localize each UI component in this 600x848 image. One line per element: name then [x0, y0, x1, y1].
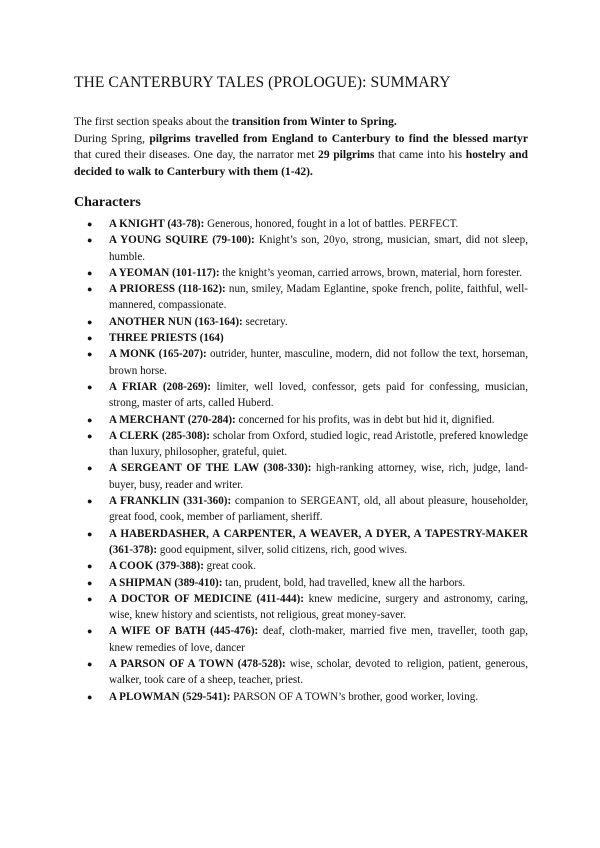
bullet-icon: ●: [87, 219, 93, 229]
character-item: [74, 265, 528, 281]
intro-bold-text: transition from Winter to Spring.: [231, 115, 397, 128]
character-name: A MONK (165-207):: [109, 348, 207, 361]
character-item: [74, 656, 528, 689]
characters-heading: Characters: [74, 195, 141, 210]
character-item: [74, 591, 528, 624]
character-name: A FRANKLIN (331-360):: [109, 495, 232, 508]
bullet-icon: ●: [87, 659, 93, 670]
character-description: high-ranking attorney, wise, rich, judge, land-buyer, busy, reader and writer.: [109, 462, 528, 491]
intro-bold-text: 29 pilgrims: [318, 148, 375, 161]
intro-bold-text: pilgrims travelled from England to Canterbury to find the blessed martyr: [149, 131, 528, 145]
character-name: A KNIGHT (43-78):: [109, 218, 205, 230]
character-name: A DOCTOR OF MEDICINE (411-444):: [109, 592, 304, 605]
intro-paragraph: [74, 114, 528, 180]
character-item: [74, 493, 528, 526]
character-description: knew medicine, surgery and astronomy, caring, wise, knew history and scientists, not religious, great money-saver.: [109, 592, 528, 622]
character-item: [74, 428, 528, 461]
character-item: [74, 575, 528, 591]
character-description: secretary.: [242, 315, 288, 328]
character-name: A HABERDASHER, A CARPENTER, A WEAVER, A DYER, A TAPESTRY-MAKER (361-378):: [109, 527, 528, 556]
character-description: nun, smiley, Madam Eglantine, spoke french, polite, faithful, well-mannered, compassionate.: [109, 283, 528, 312]
character-item: [74, 232, 528, 265]
character-item: [74, 460, 528, 493]
bullet-icon: ●: [87, 381, 93, 392]
character-item: [74, 314, 528, 330]
character-description: great cook.: [203, 560, 256, 573]
character-name: A PARSON OF A TOWN (478-528):: [109, 658, 286, 671]
bullet-icon: ●: [87, 463, 93, 474]
character-name: A SERGEANT OF THE LAW (308-330):: [109, 462, 312, 475]
character-name: A YOUNG SQUIRE (79-100):: [109, 234, 255, 247]
character-item: [74, 379, 528, 412]
character-item: [74, 526, 528, 559]
character-item: [74, 346, 528, 379]
character-item: [74, 558, 528, 574]
bullet-icon: ●: [87, 316, 93, 327]
intro-text: The first section speaks about the: [74, 115, 232, 128]
intro-text: that cured their diseases. One day, the narrator met: [74, 148, 319, 161]
character-name: A SHIPMAN (389-410):: [109, 576, 223, 589]
intro-text: During Spring,: [74, 131, 150, 145]
character-name: A COOK (379-388):: [109, 560, 204, 573]
character-description: PARSON OF A TOWN’s brother, good worker, loving.: [230, 690, 479, 703]
character-name: A PLOWMAN (529-541):: [109, 690, 231, 703]
character-item: [74, 281, 528, 314]
character-description: limiter, well loved, confessor, gets paid for confessing, musician, strong, master of arts, called Huberd.: [109, 380, 528, 410]
bullet-icon: ●: [87, 691, 93, 702]
bullet-icon: ●: [87, 496, 93, 507]
bullet-icon: ●: [87, 284, 93, 295]
character-name: ANOTHER NUN (163-164):: [109, 315, 243, 328]
bullet-icon: ●: [87, 333, 93, 344]
bullet-icon: ●: [87, 561, 93, 572]
character-description: tan, prudent, bold, had travelled, knew all the harbors.: [222, 576, 466, 589]
character-name: A FRIAR (208-269):: [109, 380, 211, 393]
character-description: companion to SERGEANT, old, all about pleasure, householder, great food, cook, member of parliament, sheriff.: [109, 495, 528, 524]
character-description: scholar from Oxford, studied logic, read Aristotle, prefered knowledge than luxury, philosopher, grateful, quiet.: [109, 429, 528, 459]
character-description: outrider, hunter, masculine, modern, did not follow the text, horseman, brown horse.: [109, 348, 528, 377]
character-item: [74, 216, 528, 232]
bullet-icon: ●: [87, 577, 93, 588]
character-name: A YEOMAN (101-117):: [109, 266, 220, 279]
page-title: THE CANTERBURY TALES (PROLOGUE): SUMMARY: [74, 74, 451, 91]
character-description: Generous, honored, fought in a lot of battles. PERFECT.: [204, 218, 459, 230]
character-name: A WIFE OF BATH (445-476):: [109, 625, 259, 638]
character-name: A MERCHANT (270-284):: [109, 413, 236, 426]
character-description: the knight’s yeoman, carried arrows, brown, material, horn forester.: [219, 266, 523, 279]
intro-bold-text: hostelry and decided to walk to Canterbury with them (1-42).: [74, 148, 528, 178]
character-description: concerned for his profits, was in debt but hid it, dignified.: [235, 413, 495, 426]
intro-text: that came into his: [374, 148, 466, 161]
character-item: [74, 689, 528, 705]
bullet-icon: ●: [87, 414, 93, 425]
bullet-icon: ●: [87, 593, 93, 604]
bullet-icon: ●: [87, 235, 93, 246]
character-description: good equipment, silver, solid citizens, rich, good wives.: [157, 543, 408, 556]
characters-list: [74, 216, 528, 705]
character-name: A PRIORESS (118-162):: [109, 283, 226, 296]
document-page: [74, 74, 528, 705]
bullet-icon: ●: [87, 626, 93, 637]
bullet-icon: ●: [87, 267, 93, 278]
bullet-icon: ●: [87, 528, 93, 539]
character-name: A CLERK (285-308):: [109, 429, 210, 442]
bullet-icon: ●: [87, 430, 93, 441]
character-description: Knight’s son, 20yo, strong, musician, smart, did not sleep, humble.: [109, 234, 529, 263]
character-name: THREE PRIESTS (164): [109, 332, 224, 345]
bullet-icon: ●: [87, 349, 93, 360]
character-item: [74, 412, 528, 428]
character-description: deaf, cloth-maker, married five men, traveller, tooth gap, knew remedies of love, dancer: [109, 625, 528, 654]
character-item: [74, 330, 528, 346]
character-description: wise, scholar, devoted to religion, patient, generous, walker, took care of a sheep, teacher, priest.: [109, 658, 529, 687]
character-item: [74, 623, 528, 656]
